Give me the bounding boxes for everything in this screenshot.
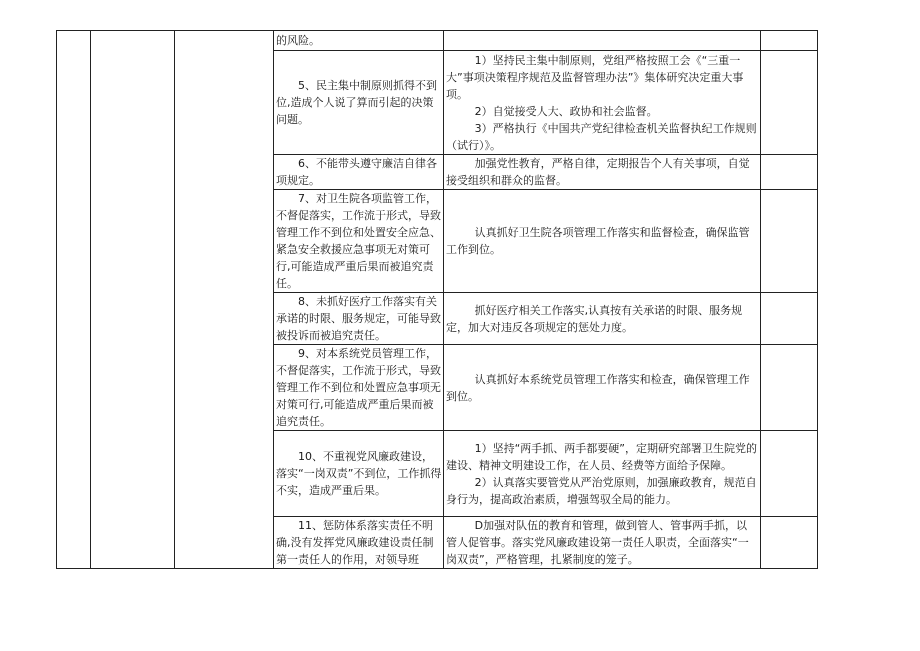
blank-cell	[761, 31, 818, 51]
measure-text: 加强党性教育，严格自律，定期报告个人有关事项，自觉接受组织和群众的监督。	[446, 157, 750, 187]
blank-cell	[761, 155, 818, 190]
measure-text: 1）坚持民主集中制原则，党组严格按照工会《“三重一大”事项决策程序规范及监督管理办法”》集体研究决定重大事项。	[446, 53, 744, 101]
measure-cell	[444, 155, 761, 190]
risk-text: 8、未抓好医疗工作落实有关承诺的时限、服务规定，可能导致被投诉而被追究责任。	[276, 295, 441, 342]
table-row	[57, 31, 818, 51]
risk-text: 7、对卫生院各项监管工作，不督促落实，工作流于形式，导致管理工作不到位和处置安全应急、紧急安全救援应急事项无对策可行,可能造成严重后果而被追究责任。	[276, 192, 441, 290]
measure-cell	[444, 345, 761, 431]
risk-cell	[274, 51, 444, 155]
blank-cell	[761, 517, 818, 569]
risk-cell	[274, 517, 444, 569]
measure-text: 认真抓好本系统党员管理工作落实和检查，确保管理工作到位。	[446, 372, 750, 403]
measure-cell	[444, 51, 761, 155]
measure-text: 抓好医疗相关工作落实,认真按有关承诺的时限、服务规定，加大对违反各项规定的惩处力度。	[446, 303, 743, 334]
blank-cell	[761, 190, 818, 293]
risk-text: 5、民主集中制原则抓得不到位,造成个人说了算而引起的决策问题。	[276, 79, 437, 126]
risk-text: 9、对本系统党员管理工作，不督促落实，工作流于形式，导致管理工作不到位和处置应急事项无对策可行,可能造成严重后果而被追究责任。	[276, 347, 441, 428]
measure-cell	[444, 293, 761, 345]
risk-cell	[274, 31, 444, 51]
blank-cell	[761, 431, 818, 517]
measure-text: 2）自觉接受人大、政协和社会监督。	[474, 104, 658, 118]
measure-cell	[444, 517, 761, 569]
measure-text: 2）认真落实要管党从严治党原则，加强廉政教育，规范自身行为，提高政治素质，增强驾驭全局的能力。	[446, 475, 757, 506]
risk-text: 11、惩防体系落实责任不明确,没有发挥党风廉政建设责任制第一责任人的作用，对领导班	[276, 519, 434, 566]
blank-cell	[761, 51, 818, 155]
measure-cell	[444, 431, 761, 517]
measure-text: 认真抓好卫生院各项管理工作落实和监督检查，确保监管工作到位。	[446, 226, 750, 256]
risk-cell	[274, 293, 444, 345]
risk-cell	[274, 155, 444, 190]
risk-text: 6、不能带头遵守廉洁自律各项规定。	[276, 157, 437, 187]
measure-cell	[444, 190, 761, 293]
risk-table	[56, 30, 818, 569]
risk-cell	[274, 431, 444, 517]
measure-cell	[444, 31, 761, 51]
blank-cell	[57, 31, 91, 569]
blank-cell	[761, 293, 818, 345]
blank-cell	[761, 345, 818, 431]
measure-text: 1）坚持“两手抓、两手都要硬”，定期研究部署卫生院党的建设、精神文明建设工作，在人员、经费等方面给予保障。	[446, 441, 757, 472]
blank-cell	[175, 31, 274, 569]
blank-cell	[91, 31, 175, 569]
measure-text: D加强对队伍的教育和管理，做到管人、管事两手抓，以管人促管事。落实党风廉政建设第一责任人职责，全面落实“一岗双责”，严格管理，扎紧制度的笼子。	[446, 519, 749, 566]
measure-text: 3）严格执行《中国共产党纪律检查机关监督执纪工作规则（试行）》。	[446, 121, 757, 152]
risk-cell	[274, 190, 444, 293]
risk-text: 的风险。	[276, 34, 320, 47]
risk-cell	[274, 345, 444, 431]
risk-text: 10、不重视党风廉政建设，落实“一岗双责”不到位，工作抓得不实，造成严重后果。	[276, 450, 442, 497]
